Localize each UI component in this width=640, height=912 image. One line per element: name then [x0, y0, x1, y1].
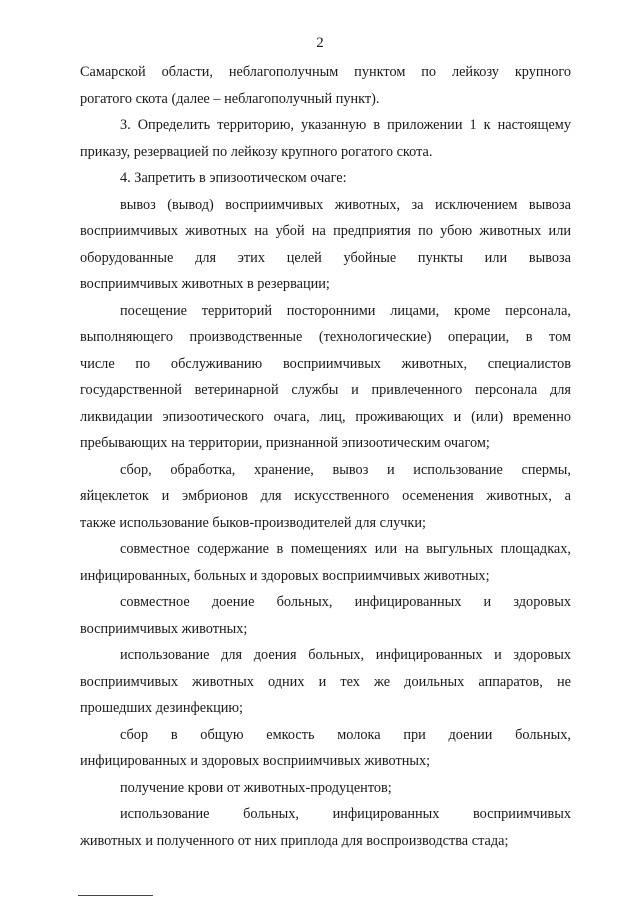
text-line: числе по обслуживанию восприимчивых животных, специалистов — [80, 355, 571, 372]
text-line: использование для доения больных, инфицированных и здоровых — [120, 647, 571, 663]
text-line: прошедших дезинфекцию; — [80, 700, 244, 716]
text-line: восприимчивых животных на убой на предприятия по убою животных или — [80, 223, 571, 239]
text-line: рогатого скота (далее – неблагополучный пункт). — [80, 90, 380, 107]
text-line: государственной ветеринарной службы и привлеченного персонала для — [80, 382, 571, 398]
text-line: Самарской области, неблагополучным пунктом по лейкозу крупного — [80, 64, 571, 80]
text-line: восприимчивых животных в резервации; — [80, 276, 330, 292]
footer-rule — [78, 895, 153, 896]
text-line: вывоз (вывод) восприимчивых животных, за исключением вывоза — [120, 196, 571, 213]
text-line: посещение территорий посторонними лицами, кроме персонала, — [120, 302, 571, 319]
text-line: оборудованные для этих целей убойные пункты или вывоза — [80, 249, 571, 266]
text-line: получение крови от животных-продуцентов; — [120, 779, 392, 796]
text-line: яйцеклеток и эмбрионов для искусственного осеменения животных, а — [80, 488, 571, 504]
text-line: совместное содержание в помещениях или на выгульных площадках, — [120, 541, 571, 557]
text-line: ликвидации эпизоотического очага, лиц, проживающих и (или) временно — [80, 408, 571, 425]
text-line: животных и полученного от них приплода для воспроизводства стада; — [80, 832, 509, 849]
text-line: приказу, резервацией по лейкозу крупного рогатого скота. — [80, 143, 433, 160]
text-line: инфицированных, больных и здоровых восприимчивых животных; — [80, 567, 490, 584]
text-line: 4. Запретить в эпизоотическом очаге: — [120, 170, 347, 186]
text-line: использование больных, инфицированных восприимчивых — [120, 806, 571, 822]
text-line: 3. Определить территорию, указанную в приложении 1 к настоящему — [120, 117, 571, 133]
text-line: также использование быков-производителей для случки; — [80, 514, 426, 531]
text-line: сбор в общую емкость молока при доении больных, — [120, 726, 571, 743]
text-line: пребывающих на территории, признанной эпизоотическим очагом; — [80, 435, 490, 451]
text-line: выполняющего производственные (технологические) операции, в том — [80, 329, 571, 345]
text-line: сбор, обработка, хранение, вывоз и использование спермы, — [120, 461, 571, 478]
document-body — [80, 59, 571, 854]
text-line: восприимчивых животных; — [80, 620, 248, 637]
page-number: 2 — [316, 35, 324, 51]
text-line: совместное доение больных, инфицированных и здоровых — [120, 594, 571, 610]
text-line: восприимчивых животных одних и тех же доильных аппаратов, не — [80, 673, 571, 690]
text-line: инфицированных и здоровых восприимчивых животных; — [80, 753, 431, 769]
